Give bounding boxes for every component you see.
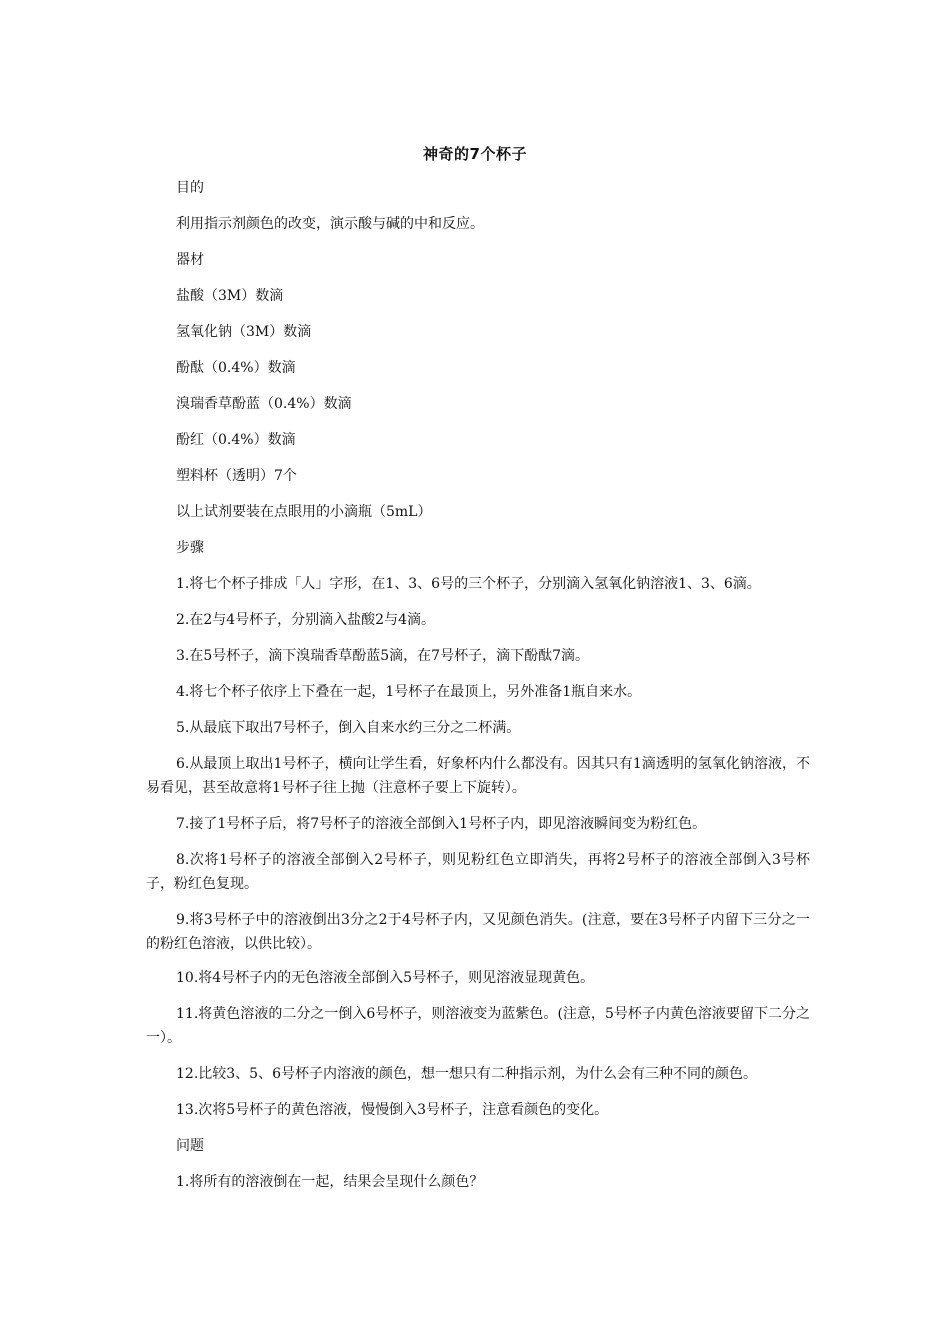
step-item: 5.从最底下取出7号杯子，倒入自来水约三分之二杯满。 — [176, 720, 521, 736]
step-item: 9.将3号杯子中的溶液倒出3分之2于4号杯子内，又见颜色消失。(注意，要在3号杯子内留下三分之一的粉红色溶液，以供比较）。 — [146, 912, 810, 952]
step-item: 11.将黄色溶液的二分之一倒入6号杯子，则溶液变为蓝紫色。(注意，5号杯子内黄色溶液要留下二分之一）。 — [146, 1006, 810, 1046]
step-item: 10.将4号杯子内的无色溶液全部倒入5号杯子，则见溶液显现黄色。 — [176, 970, 595, 986]
purpose-heading: 目的 — [176, 180, 204, 196]
step-item: 12.比较3、5、6号杯子内溶液的颜色，想一想只有二种指示剂，为什么会有三种不同的颜色。 — [176, 1066, 757, 1082]
step-item: 7.接了1号杯子后，将7号杯子的溶液全部倒入1号杯子内，即见溶液瞬间变为粉红色。 — [176, 816, 707, 832]
material-item: 以上试剂要装在点眼用的小滴瓶（5mL） — [176, 504, 432, 520]
step-item: 6.从最顶上取出1号杯子，横向让学生看，好象杯内什么都没有。因其只有1滴透明的氢氧化钠溶液，不易看见，甚至故意将1号杯子往上抛（注意杯子要上下旋转）。 — [146, 756, 810, 796]
material-item: 溴瑞香草酚蓝（0.4%）数滴 — [176, 396, 352, 412]
document-title: 神奇的7个杯子 — [423, 145, 527, 163]
material-item: 盐酸（3M）数滴 — [176, 288, 284, 304]
step-item: 2.在2与4号杯子，分别滴入盐酸2与4滴。 — [176, 612, 435, 628]
step-item: 13.次将5号杯子的黄色溶液，慢慢倒入3号杯子，注意看颜色的变化。 — [176, 1102, 609, 1118]
material-item: 塑料杯（透明）7个 — [176, 468, 297, 484]
step-item: 3.在5号杯子，滴下溴瑞香草酚蓝5滴，在7号杯子，滴下酚酞7滴。 — [176, 648, 589, 664]
purpose-text: 利用指示剂颜色的改变，演示酸与碱的中和反应。 — [176, 216, 484, 232]
step-item: 4.将七个杯子依序上下叠在一起，1号杯子在最顶上，另外准备1瓶自来水。 — [176, 684, 642, 700]
step-item: 1.将七个杯子排成「人」字形，在1、3、6号的三个杯子，分别滴入氢氧化钠溶液1、3、6滴。 — [176, 576, 761, 592]
questions-heading: 问题 — [176, 1138, 204, 1154]
material-item: 酚红（0.4%）数滴 — [176, 432, 296, 448]
steps-heading: 步骤 — [176, 540, 204, 556]
materials-heading: 器材 — [176, 252, 204, 268]
material-item: 氢氧化钠（3M）数滴 — [176, 324, 312, 340]
material-item: 酚酞（0.4%）数滴 — [176, 360, 296, 376]
question-item: 1.将所有的溶液倒在一起，结果会呈现什么颜色？ — [176, 1174, 484, 1190]
step-item: 8.次将1号杯子的溶液全部倒入2号杯子，则见粉红色立即消失，再将2号杯子的溶液全部倒入3号杯子，粉红色复现。 — [146, 852, 810, 892]
